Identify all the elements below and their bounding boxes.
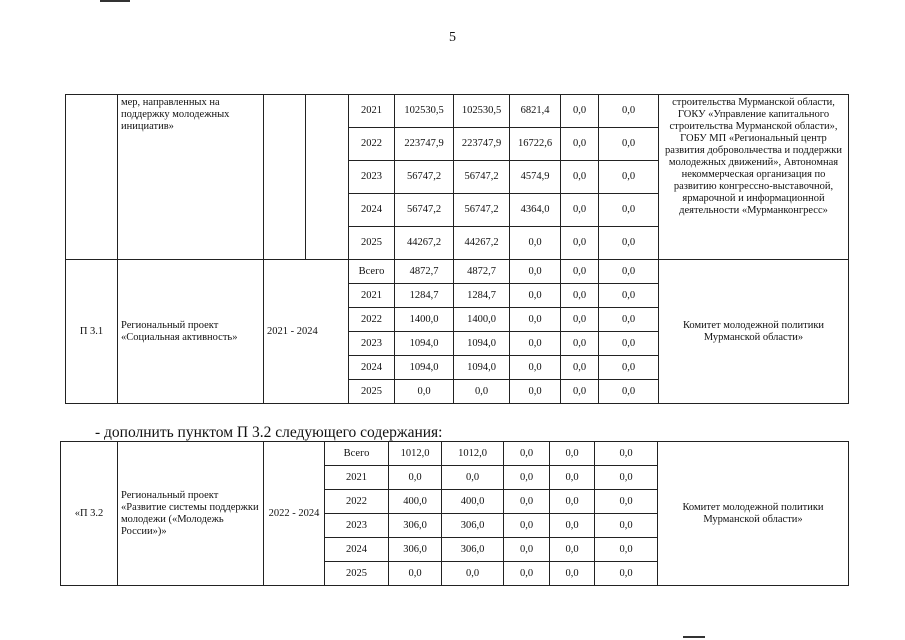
responsible-cell: строительства Мурманской области, ГОКУ «Управление капитального строительства Мурманской области», ГОБУ МП «Региональный центр развития добровольчества и поддержки молодежных движений», Автономная некоммерческая организация по развитию конгрессно-выставочной, ярмарочной и информационной деятельности «Мурманконгресс»: [659, 95, 849, 260]
table-row: [66, 260, 849, 284]
value-cell-4: 0,0: [561, 95, 599, 128]
value-cell-4: 0,0: [550, 538, 595, 562]
measure-name-cell: мер, направленных на поддержку молодежных инициатив»: [118, 95, 264, 260]
budget-table-continued: [65, 94, 849, 404]
value-cell-3: 4574,9: [510, 161, 561, 194]
value-cell-3: 0,0: [510, 227, 561, 260]
year-cell: 2021: [325, 466, 389, 490]
value-cell-4: 0,0: [561, 332, 599, 356]
code-cell: [66, 95, 118, 260]
year-cell: 2022: [349, 128, 395, 161]
year-cell: 2025: [349, 380, 395, 404]
value-cell-4: 0,0: [561, 284, 599, 308]
value-cell-2: 0,0: [454, 380, 510, 404]
value-cell-1: 56747,2: [395, 161, 454, 194]
value-cell-2: 1094,0: [454, 356, 510, 380]
value-cell-3: 0,0: [504, 562, 550, 586]
value-cell-1: 1012,0: [389, 442, 442, 466]
value-cell-4: 0,0: [550, 466, 595, 490]
code-cell: П 3.1: [66, 260, 118, 404]
value-cell-2: 4872,7: [454, 260, 510, 284]
year-cell: 2024: [325, 538, 389, 562]
value-cell-2: 306,0: [442, 538, 504, 562]
value-cell-2: 1284,7: [454, 284, 510, 308]
responsible-cell: Комитет молодежной политики Мурманской области»: [658, 442, 849, 586]
value-cell-4: 0,0: [561, 380, 599, 404]
value-cell-4: 0,0: [550, 490, 595, 514]
value-cell-3: 0,0: [510, 308, 561, 332]
value-cell-3: 0,0: [504, 442, 550, 466]
value-cell-3: 16722,6: [510, 128, 561, 161]
value-cell-1: 44267,2: [395, 227, 454, 260]
value-cell-5: 0,0: [599, 332, 659, 356]
value-cell-2: 1094,0: [454, 332, 510, 356]
value-cell-2: 1400,0: [454, 308, 510, 332]
value-cell-3: 6821,4: [510, 95, 561, 128]
year-cell: Всего: [325, 442, 389, 466]
value-cell-4: 0,0: [561, 260, 599, 284]
value-cell-1: 1284,7: [395, 284, 454, 308]
year-cell: 2025: [325, 562, 389, 586]
value-cell-2: 56747,2: [454, 161, 510, 194]
value-cell-5: 0,0: [599, 128, 659, 161]
value-cell-4: 0,0: [550, 442, 595, 466]
value-cell-4: 0,0: [561, 356, 599, 380]
value-cell-4: 0,0: [561, 308, 599, 332]
value-cell-2: 223747,9: [454, 128, 510, 161]
value-cell-1: 306,0: [389, 538, 442, 562]
scan-mark-bottom: [683, 636, 705, 638]
value-cell-4: 0,0: [550, 562, 595, 586]
value-cell-2: 0,0: [442, 562, 504, 586]
insert-instruction: - дополнить пунктом П 3.2 следующего содержания:: [95, 424, 443, 441]
value-cell-5: 0,0: [595, 538, 658, 562]
code-cell: «П 3.2: [61, 442, 118, 586]
value-cell-4: 0,0: [561, 161, 599, 194]
value-cell-5: 0,0: [599, 227, 659, 260]
value-cell-4: 0,0: [561, 227, 599, 260]
value-cell-2: 1012,0: [442, 442, 504, 466]
period-cell: 2022 - 2024: [264, 442, 325, 586]
value-cell-3: 0,0: [510, 260, 561, 284]
budget-table-p32: [60, 441, 849, 586]
year-cell: 2023: [325, 514, 389, 538]
year-cell: 2021: [349, 95, 395, 128]
value-cell-1: 4872,7: [395, 260, 454, 284]
value-cell-5: 0,0: [599, 161, 659, 194]
value-cell-3: 0,0: [510, 356, 561, 380]
value-cell-1: 0,0: [395, 380, 454, 404]
value-cell-2: 56747,2: [454, 194, 510, 227]
value-cell-5: 0,0: [599, 308, 659, 332]
responsible-cell: Комитет молодежной политики Мурманской области»: [659, 260, 849, 404]
year-cell: 2022: [349, 308, 395, 332]
value-cell-1: 0,0: [389, 562, 442, 586]
year-cell: 2023: [349, 161, 395, 194]
value-cell-1: 0,0: [389, 466, 442, 490]
value-cell-1: 1094,0: [395, 332, 454, 356]
value-cell-5: 0,0: [599, 356, 659, 380]
value-cell-5: 0,0: [595, 442, 658, 466]
value-cell-1: 1094,0: [395, 356, 454, 380]
value-cell-5: 0,0: [599, 260, 659, 284]
year-cell: 2023: [349, 332, 395, 356]
value-cell-3: 0,0: [504, 538, 550, 562]
page-number: 5: [449, 30, 456, 45]
value-cell-2: 102530,5: [454, 95, 510, 128]
project-name-cell: Региональный проект «Социальная активность»: [118, 260, 264, 404]
year-cell: 2022: [325, 490, 389, 514]
value-cell-3: 4364,0: [510, 194, 561, 227]
value-cell-3: 0,0: [504, 466, 550, 490]
value-cell-1: 223747,9: [395, 128, 454, 161]
project-name-cell: Региональный проект «Развитие системы поддержки молодежи («Молодежь России»)»: [118, 442, 264, 586]
value-cell-1: 400,0: [389, 490, 442, 514]
value-cell-1: 306,0: [389, 514, 442, 538]
year-cell: 2024: [349, 356, 395, 380]
value-cell-3: 0,0: [510, 332, 561, 356]
value-cell-4: 0,0: [550, 514, 595, 538]
year-cell: 2024: [349, 194, 395, 227]
value-cell-5: 0,0: [599, 284, 659, 308]
value-cell-1: 1400,0: [395, 308, 454, 332]
value-cell-5: 0,0: [599, 194, 659, 227]
table-row: [66, 95, 849, 128]
value-cell-2: 400,0: [442, 490, 504, 514]
year-cell: 2021: [349, 284, 395, 308]
value-cell-2: 0,0: [442, 466, 504, 490]
value-cell-5: 0,0: [595, 490, 658, 514]
period-cell: [264, 95, 306, 260]
table-row: [61, 442, 849, 466]
table2-body: [61, 442, 849, 586]
value-cell-1: 102530,5: [395, 95, 454, 128]
value-cell-2: 306,0: [442, 514, 504, 538]
scan-mark-top: [100, 0, 130, 2]
blank-cell: [306, 95, 349, 260]
year-cell: Всего: [349, 260, 395, 284]
value-cell-3: 0,0: [510, 284, 561, 308]
value-cell-5: 0,0: [599, 380, 659, 404]
value-cell-3: 0,0: [510, 380, 561, 404]
year-cell: 2025: [349, 227, 395, 260]
value-cell-1: 56747,2: [395, 194, 454, 227]
table1-body: [66, 95, 849, 404]
value-cell-4: 0,0: [561, 128, 599, 161]
value-cell-3: 0,0: [504, 514, 550, 538]
value-cell-5: 0,0: [595, 466, 658, 490]
value-cell-5: 0,0: [599, 95, 659, 128]
value-cell-3: 0,0: [504, 490, 550, 514]
value-cell-5: 0,0: [595, 514, 658, 538]
value-cell-4: 0,0: [561, 194, 599, 227]
value-cell-5: 0,0: [595, 562, 658, 586]
value-cell-2: 44267,2: [454, 227, 510, 260]
period-cell: 2021 - 2024: [264, 260, 349, 404]
